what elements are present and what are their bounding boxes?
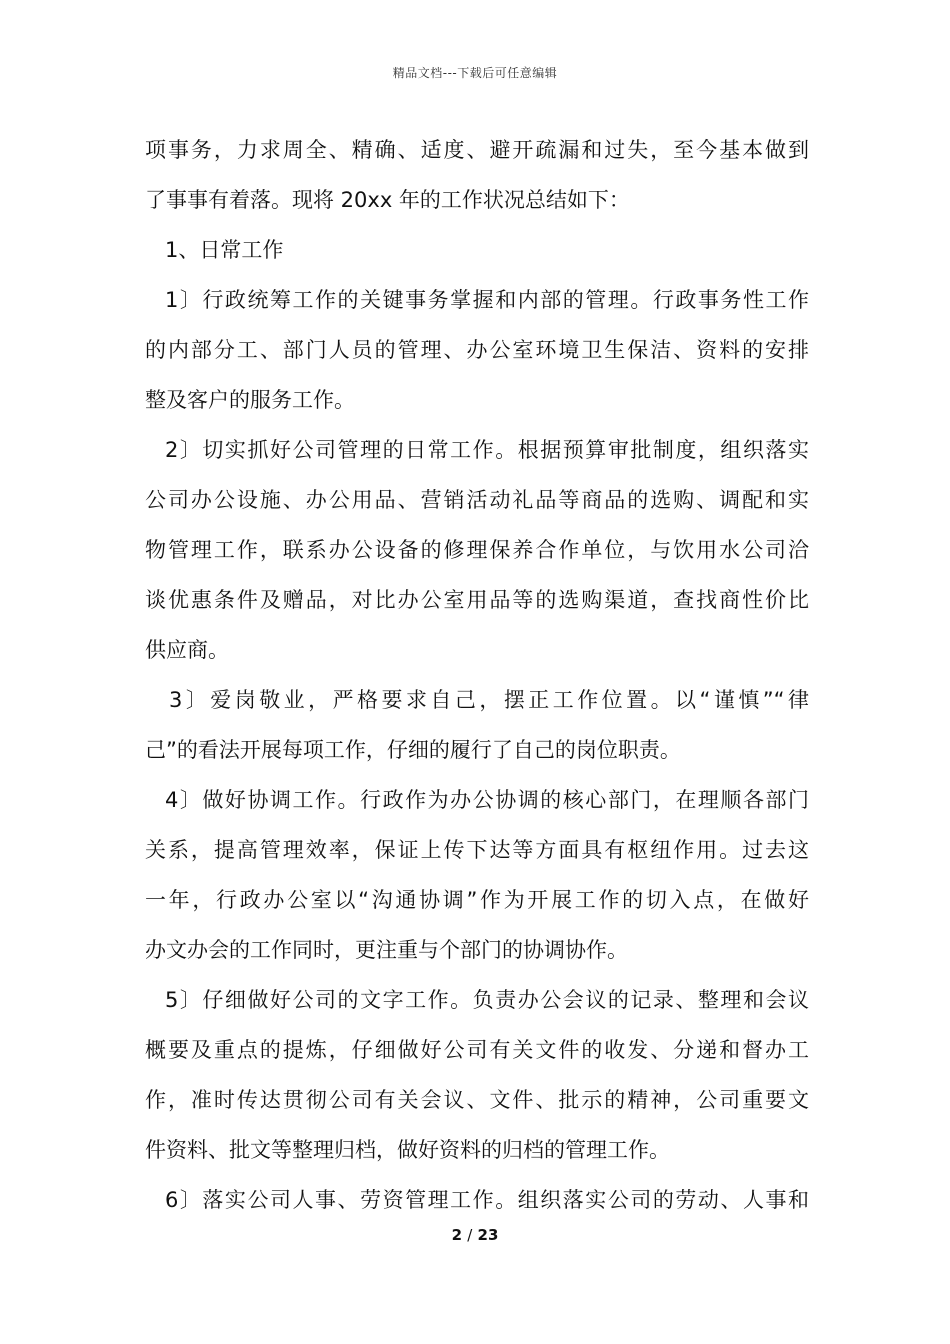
body-line: 作，准时传达贯彻公司有关会议、文件、批示的精神，公司重要文 [145,1088,809,1112]
total-pages: 23 [477,1226,499,1244]
body-line: 谈优惠条件及赠品，对比办公室用品等的选购渠道，查找商性价比 [145,588,809,612]
body-line: 整及客户的服务工作。 [145,388,355,412]
body-line: 公司办公设施、办公用品、营销活动礼品等商品的选购、调配和实 [145,488,809,512]
page-footer [0,1226,950,1244]
page-separator: / [467,1226,473,1244]
header-text: 精品文档---下载后可任意编辑 [392,66,558,80]
body-line: 项事务，力求周全、精确、适度、避开疏漏和过失，至今基本做到 [145,138,809,162]
page-number: 2 [451,1226,463,1244]
body-line: 1〕行政统筹工作的关键事务掌握和内部的管理。行政事务性工作 [165,288,809,312]
body-line: 6〕落实公司人事、劳资管理工作。组织落实公司的劳动、人事和 [165,1188,809,1212]
body-line: 的内部分工、部门人员的管理、办公室环境卫生保洁、资料的安排 [145,338,809,362]
body-line: 概要及重点的提炼，仔细做好公司有关文件的收发、分递和督办工 [145,1038,809,1062]
body-line: 4〕做好协调工作。行政作为办公协调的核心部门，在理顺各部门 [165,788,809,812]
body-line: 件资料、批文等整理归档，做好资料的归档的管理工作。 [145,1138,670,1162]
page-header [0,64,950,81]
body-line: 一年，行政办公室以“沟通协调”作为开展工作的切入点，在做好 [145,888,809,912]
body-line: 了事事有着落。现将 20xx 年的工作状况总结如下： [145,188,630,212]
body-line: 办文办会的工作同时，更注重与个部门的协调协作。 [145,938,628,962]
body-line: 2〕切实抓好公司管理的日常工作。根据预算审批制度，组织落实 [165,438,809,462]
body-line: 关系，提高管理效率，保证上传下达等方面具有枢纽作用。过去这 [145,838,809,862]
section-heading: 1、日常工作 [165,238,284,262]
document-body [145,125,809,1225]
body-line: 物管理工作，联系办公设备的修理保养合作单位，与饮用水公司洽 [145,538,809,562]
body-line: 己”的看法开展每项工作，仔细的履行了自己的岗位职责。 [145,738,681,762]
body-line: 3〕爱岗敬业，严格要求自己，摆正工作位置。以“谨慎”“律 [169,688,809,712]
body-line: 供应商。 [145,638,229,662]
body-line: 5〕仔细做好公司的文字工作。负责办公会议的记录、整理和会议 [165,988,809,1012]
